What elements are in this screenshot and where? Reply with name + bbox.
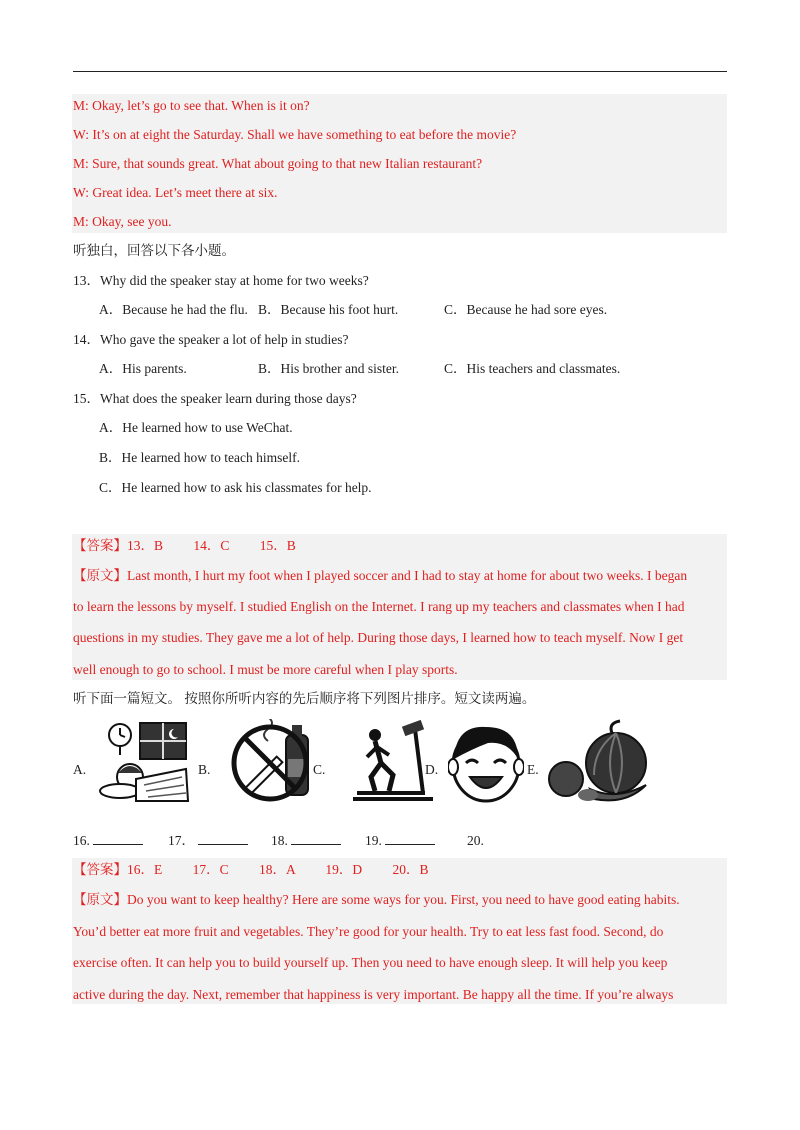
transcript-2-line-3: exercise often. It can help you to build yourself up. Then you need to have enough sleep. It will help you keep (73, 955, 668, 970)
transcript-1-line-3: questions in my studies. They gave me a lot of help. During those days, I learned how to teach myself. Now I get (73, 630, 684, 645)
transcript-label: 【原文】 (73, 568, 127, 583)
picture-label-a: A. (73, 762, 87, 777)
blank-17-line[interactable] (198, 832, 248, 845)
answer-line-2: 【答案】16．E 17．C 18．A 19．D 20．B (73, 862, 429, 877)
blank-16-label: 16. (73, 833, 90, 848)
question-13: 13．Why did the speaker stay at home for two weeks? (73, 273, 369, 288)
q15-option-b: B．He learned how to teach himself. (99, 450, 300, 465)
blank-19[interactable] (365, 832, 435, 850)
q14-option-b: B．His brother and sister. (258, 361, 399, 376)
happy-boy-face-icon (448, 719, 524, 805)
question-15: 15．What does the speaker learn during those days? (73, 391, 357, 406)
transcript-1-line-4: well enough to go to school. I must be more careful when I play sports. (73, 662, 458, 677)
q14-option-a: A．His parents. (99, 361, 187, 376)
blank-18[interactable] (271, 832, 341, 850)
header-rule (73, 71, 727, 72)
blank-19-line[interactable] (385, 832, 435, 845)
transcript-text: Do you want to keep healthy? Here are some ways for you. First, you need to have good eating habits. (127, 892, 680, 907)
no-smoking-drinking-icon (224, 719, 320, 805)
transcript-text: Last month, I hurt my foot when I played soccer and I had to stay at home for about two weeks. I began (127, 568, 688, 583)
blank-19-label: 19. (365, 833, 382, 848)
question-14: 14．Who gave the speaker a lot of help in studies? (73, 332, 349, 347)
dialogue-line-2: W: It’s on at eight the Saturday. Shall we have something to eat before the movie? (73, 127, 517, 142)
picture-label-c: C. (313, 762, 326, 777)
transcript-1-line-2: to learn the lessons by myself. I studied English on the Internet. I rang up my teachers and classmates when I had (73, 599, 685, 614)
blank-17[interactable] (168, 832, 248, 850)
blank-18-line[interactable] (291, 832, 341, 845)
q13-option-a: A．Because he had the flu. (99, 302, 248, 317)
blank-20-label: 20. (467, 833, 484, 848)
transcript-2-line-1 (73, 891, 680, 909)
monologue-instruction: 听独白，回答以下各小题。 (73, 243, 235, 258)
passage-instruction: 听下面一篇短文。 按照你所听内容的先后顺序将下列图片排序。短文读两遍。 (73, 691, 536, 706)
answer-line-1: 【答案】13．B 14．C 15．B (73, 538, 296, 553)
q13-option-b: B．Because his foot hurt. (258, 302, 399, 317)
dialogue-line-3: M: Sure, that sounds great. What about going to that new Italian restaurant? (73, 156, 483, 171)
picture-label-e: E. (527, 762, 539, 777)
blank-17-label: 17． (168, 833, 195, 848)
q15-option-c: C．He learned how to ask his classmates for help. (99, 480, 372, 495)
transcript-label: 【原文】 (73, 892, 127, 907)
sleeping-child-icon (96, 719, 192, 805)
q15-option-a: A．He learned how to use WeChat. (99, 420, 293, 435)
transcript-1-line-1 (73, 567, 687, 585)
blank-16[interactable] (73, 832, 143, 850)
q13-option-c: C．Because he had sore eyes. (444, 302, 608, 317)
dialogue-line-5: M: Okay, see you. (73, 214, 172, 229)
transcript-2-line-4: active during the day. Next, remember that happiness is very important. Be happy all the time. If you’re always (73, 987, 674, 1002)
dialogue-line-4: W: Great idea. Let’s meet there at six. (73, 185, 278, 200)
fruit-vegetables-icon (546, 719, 656, 805)
picture-label-d: D. (425, 762, 439, 777)
dialogue-line-1: M: Okay, let’s go to see that. When is it on? (73, 98, 310, 113)
transcript-2-line-2: You’d better eat more fruit and vegetables. They’re good for your health. Try to eat less fast food. Second, do (73, 924, 664, 939)
blank-18-label: 18. (271, 833, 288, 848)
blank-20[interactable] (467, 832, 484, 850)
q14-option-c: C．His teachers and classmates. (444, 361, 621, 376)
blank-16-line[interactable] (93, 832, 143, 845)
picture-label-b: B. (198, 762, 211, 777)
